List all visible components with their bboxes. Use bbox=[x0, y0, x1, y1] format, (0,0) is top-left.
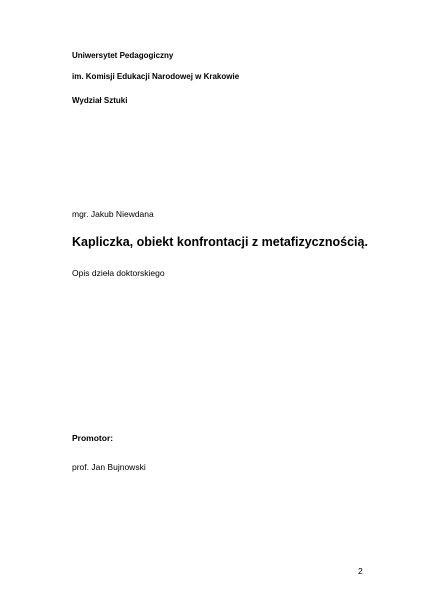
university-subname: im. Komisji Edukacji Narodowej w Krakowie bbox=[72, 72, 240, 81]
faculty-name: Wydział Sztuki bbox=[72, 96, 128, 105]
page-number: 2 bbox=[358, 566, 363, 576]
thesis-subtitle: Opis dzieła doktorskiego bbox=[72, 268, 165, 278]
university-name: Uniwersytet Pedagogiczny bbox=[72, 51, 174, 60]
thesis-title: Kapliczka, obiekt konfrontacji z metafizycznością. bbox=[72, 235, 368, 249]
supervisor-name: prof. Jan Bujnowski bbox=[72, 462, 146, 472]
author-name: mgr. Jakub Niewdana bbox=[72, 209, 154, 219]
supervisor-label: Promotor: bbox=[72, 433, 114, 443]
